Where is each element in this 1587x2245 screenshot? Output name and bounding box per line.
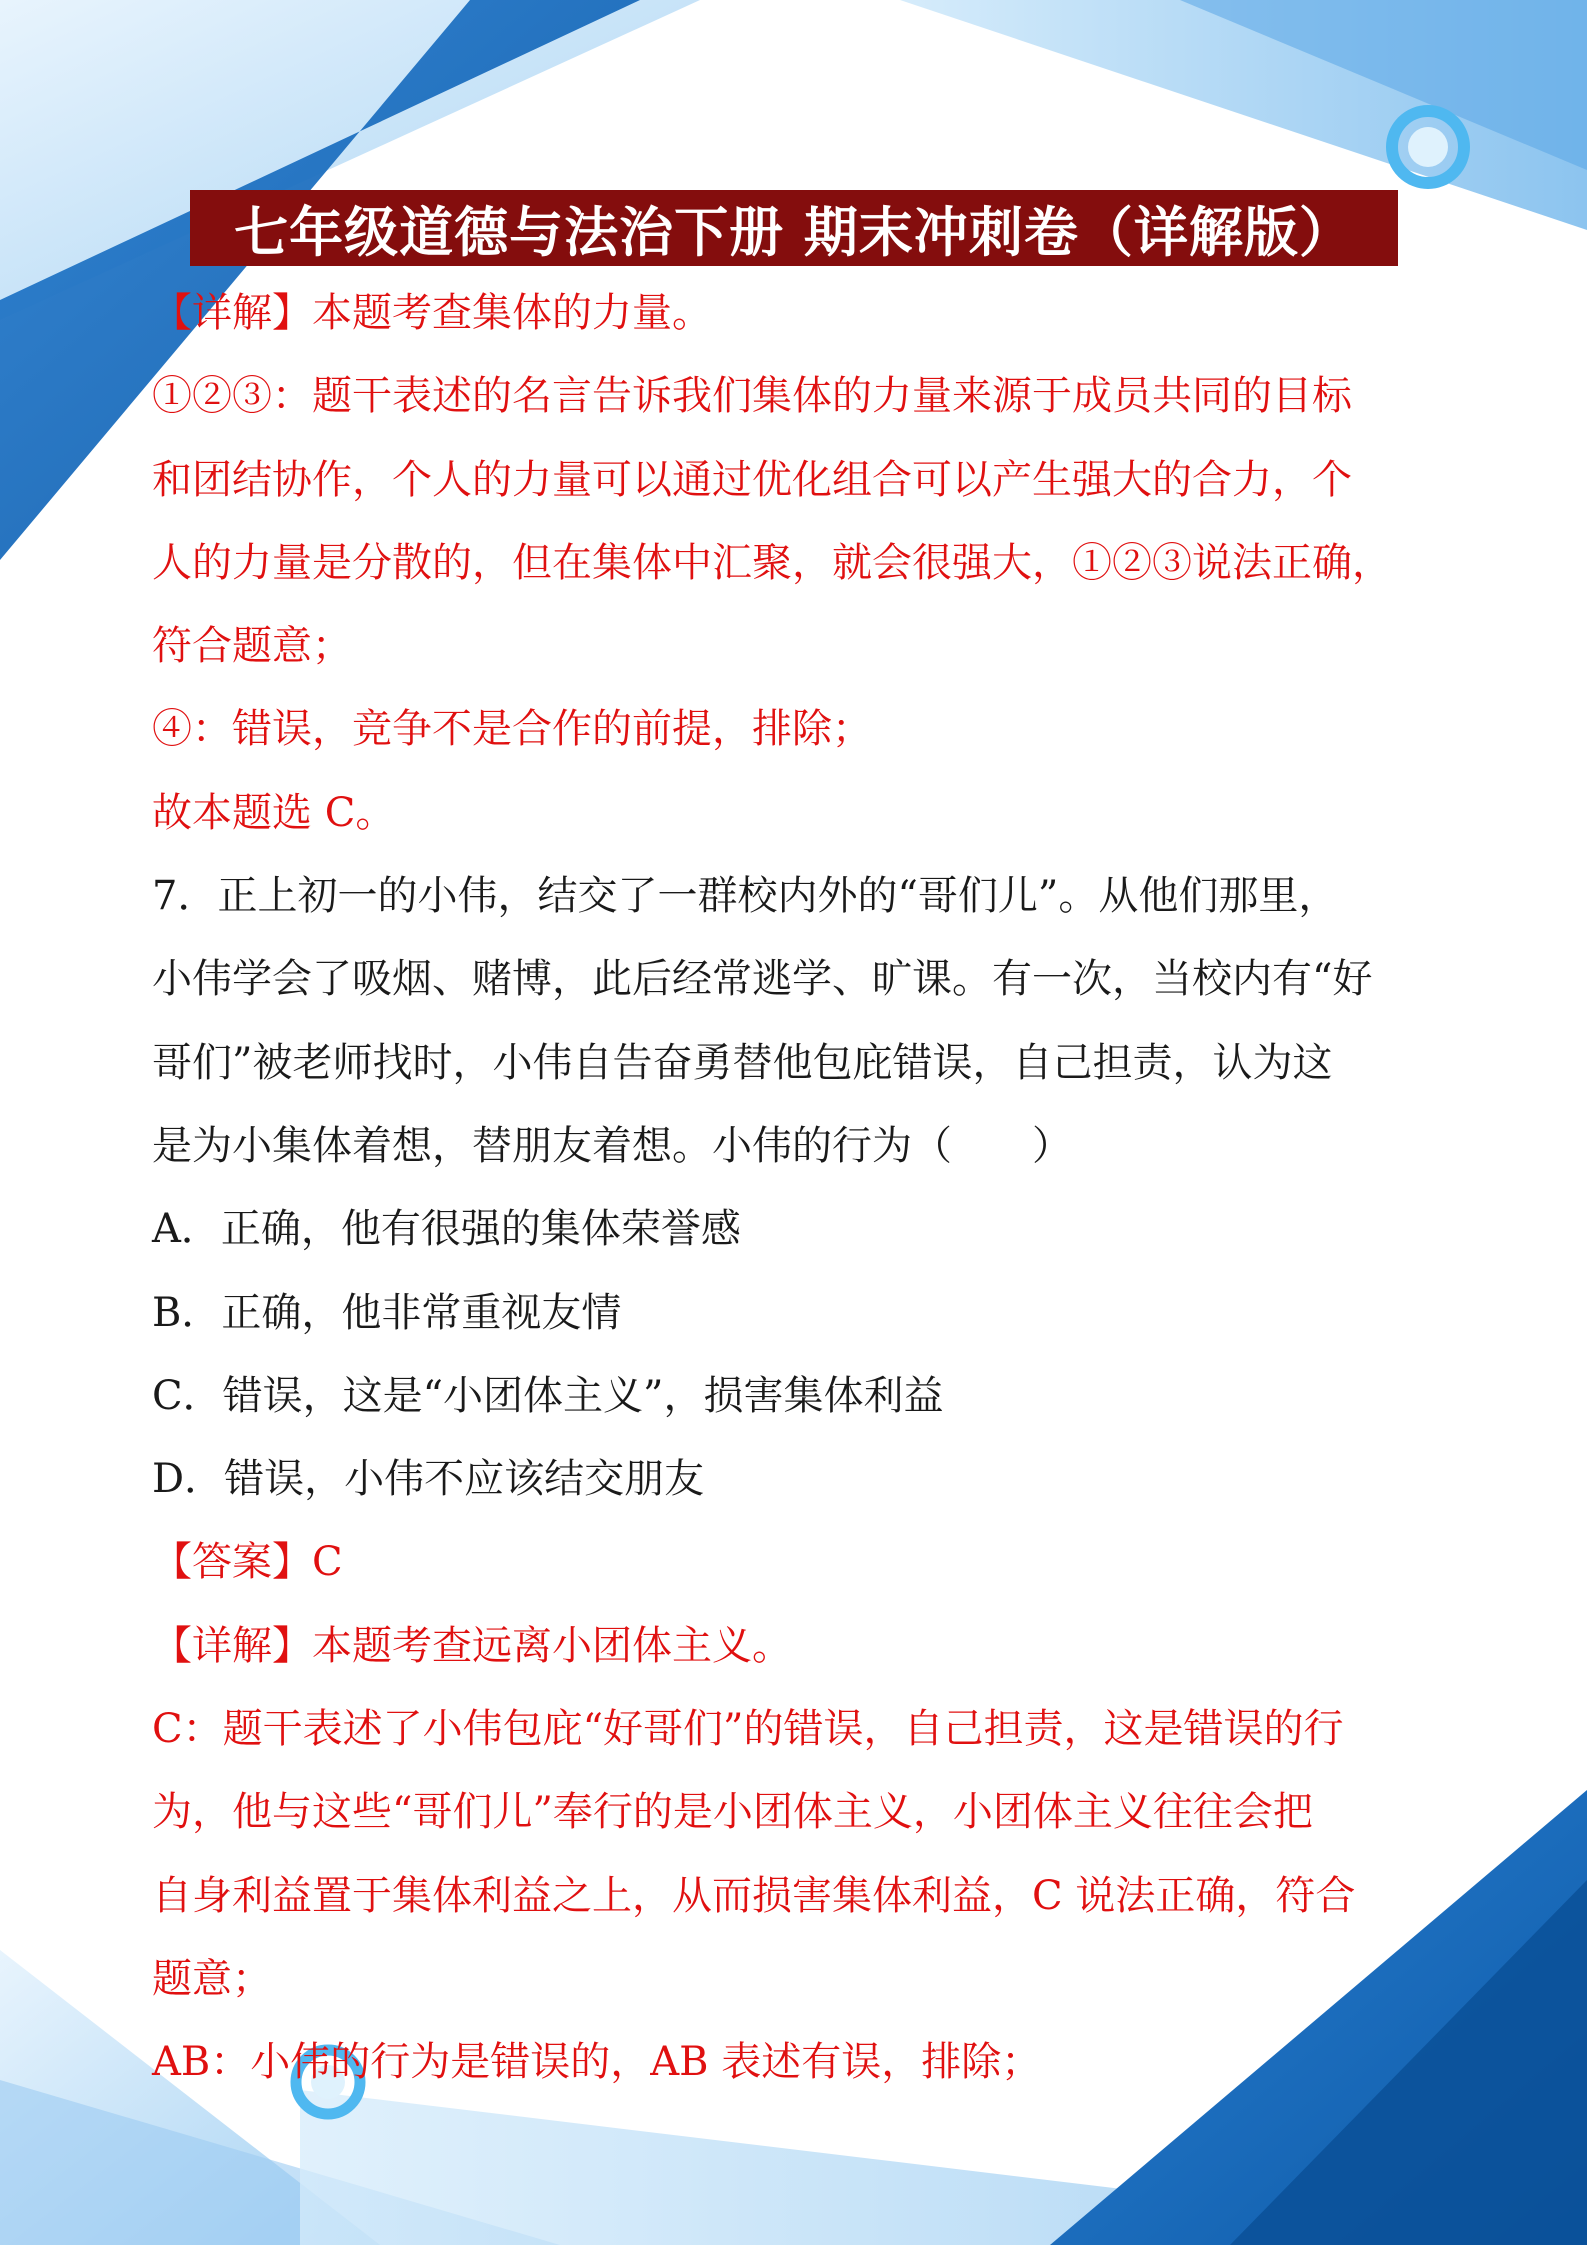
page-title: 七年级道德与法治下册 期末冲刺卷（详解版） xyxy=(234,199,1354,264)
explanation-intro-line: 【详解】本题考查集体的力量。 xyxy=(152,290,712,336)
page-title-banner xyxy=(190,190,1398,266)
explanation-conclusion-line: 故本题选 C。 xyxy=(152,789,396,836)
answer-line: 【答案】C xyxy=(152,1539,343,1586)
option-a: A．正确，他有很强的集体荣誉感 xyxy=(152,1206,741,1253)
question-stem-line: 小伟学会了吸烟、赌博，此后经常逃学、旷课。有一次，当校内有“好 xyxy=(152,956,1373,1003)
explanation-line: 自身利益置于集体利益之上，从而损害集体利益，C 说法正确，符合 xyxy=(152,1872,1356,1919)
explanation-line: ①②③：题干表述的名言告诉我们集体的力量来源于成员共同的目标 xyxy=(152,373,1352,420)
explanation-line: 题意； xyxy=(152,1955,272,2002)
explanation-line: 和团结协作，个人的力量可以通过优化组合可以产生强大的合力，个 xyxy=(152,456,1352,503)
explanation-line: 为，他与这些“哥们儿”奉行的是小团体主义，小团体主义往往会把 xyxy=(152,1789,1313,1836)
explanation-line: ④：错误，竞争不是合作的前提，排除； xyxy=(152,706,872,753)
option-d: D．错误，小伟不应该结交朋友 xyxy=(152,1456,705,1503)
document-body xyxy=(152,272,1442,2105)
question-stem-line: 是为小集体着想，替朋友着想。小伟的行为（ ） xyxy=(152,1122,1072,1169)
explanation-line: AB：小伟的行为是错误的，AB 表述有误，排除； xyxy=(152,2039,1042,2086)
explanation-intro-line: 【详解】本题考查远离小团体主义。 xyxy=(152,1622,792,1669)
explanation-line: 符合题意； xyxy=(152,623,352,670)
option-b: B．正确，他非常重视友情 xyxy=(152,1289,622,1336)
explanation-line: 人的力量是分散的，但在集体中汇聚，就会很强大，①②③说法正确， xyxy=(152,539,1392,586)
explanation-line: C：题干表述了小伟包庇“好哥们”的错误，自己担责，这是错误的行 xyxy=(152,1706,1344,1753)
option-c: C．错误，这是“小团体主义”，损害集体利益 xyxy=(152,1372,944,1419)
question-stem-line: 哥们”被老师找时，小伟自告奋勇替他包庇错误，自己担责，认为这 xyxy=(152,1039,1333,1086)
question-stem-line: 7．正上初一的小伟，结交了一群校内外的“哥们儿”。从他们那里， xyxy=(152,873,1339,920)
